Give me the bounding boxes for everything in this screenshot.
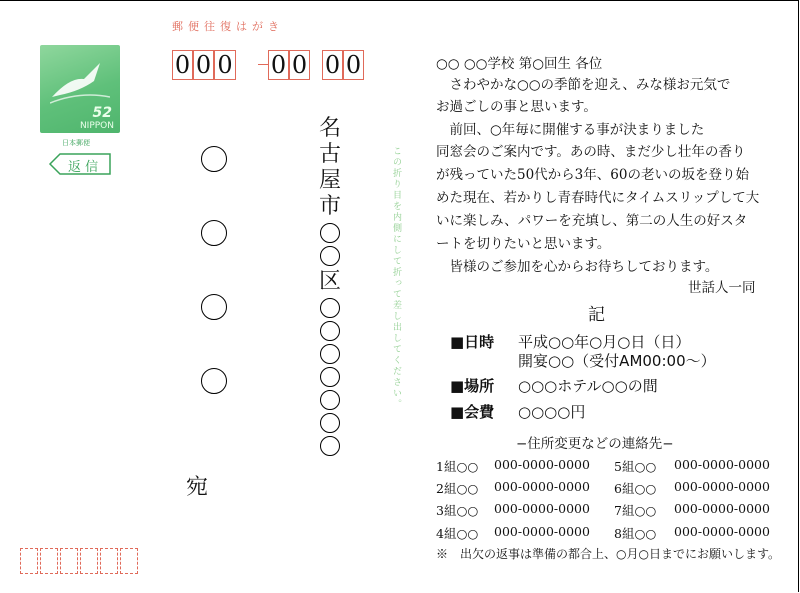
placeholder-circle bbox=[201, 294, 227, 320]
letter-line: が残っていた50代から3年、60の老いの坂を登り始 bbox=[436, 167, 749, 183]
reply-badge bbox=[48, 152, 112, 176]
contact-label: 3組○○ bbox=[436, 503, 479, 518]
contact-phone: 000-0000-0000 bbox=[494, 501, 590, 516]
stamp-country: NIPPON bbox=[79, 121, 114, 131]
crane-icon bbox=[50, 57, 110, 107]
letter-line: 皆様のご参加を心からお待ちしております。 bbox=[436, 259, 719, 275]
postal-digit: 0 bbox=[268, 50, 289, 80]
contact-label: 1組○○ bbox=[436, 459, 479, 474]
placeholder-circle bbox=[201, 368, 227, 394]
letter-line: 同窓会のご案内です。あの時、まだ少し壮年の香り bbox=[436, 144, 746, 160]
postal-digit: 0 bbox=[172, 50, 193, 80]
letter-line: さわやかな○○の季節を迎え、みな様お元気で bbox=[436, 77, 731, 93]
letter-line: お過ごしの事と思います。 bbox=[436, 99, 597, 115]
fold-instruction: この折り目を内側にして折って差し出してください。 bbox=[391, 146, 401, 410]
postal-digit: 0 bbox=[322, 50, 343, 80]
letter-line: ートを切りたいと思います。 bbox=[436, 236, 611, 252]
code-box bbox=[120, 548, 138, 574]
contact-phone: 000-0000-0000 bbox=[494, 457, 590, 472]
letter-line: 前回、○年毎に開催する事が決まりました bbox=[436, 122, 705, 138]
contact-phone: 000-0000-0000 bbox=[674, 524, 770, 539]
contact-phone: 000-0000-0000 bbox=[674, 479, 770, 494]
code-box bbox=[100, 548, 118, 574]
postal-digit: 0 bbox=[343, 50, 364, 80]
code-box bbox=[80, 548, 98, 574]
postage-stamp bbox=[40, 45, 120, 133]
address-char: 屋 bbox=[318, 168, 341, 193]
contact-label: 5組○○ bbox=[614, 459, 657, 474]
event-fee-label: ■会費 bbox=[450, 403, 495, 421]
contacts-title: −住所変更などの連絡先− bbox=[516, 436, 674, 452]
address-circle bbox=[320, 367, 340, 387]
address-circle bbox=[320, 246, 340, 266]
address-circle bbox=[320, 344, 340, 364]
letter-line: めた現在、若かりし青春時代にタイムスリップして大 bbox=[436, 190, 760, 206]
event-date-value: 平成○○年○月○日（日） bbox=[518, 333, 691, 351]
contact-label: 8組○○ bbox=[614, 526, 657, 541]
contact-phone: 000-0000-0000 bbox=[674, 457, 770, 472]
letter-line: いに楽しみ、パワーを充填し、第二の人生の好スタ bbox=[436, 213, 748, 229]
address-circle bbox=[320, 436, 340, 456]
code-box bbox=[20, 548, 38, 574]
code-box bbox=[60, 548, 78, 574]
stamp-value: 52 bbox=[92, 105, 112, 121]
address-circle bbox=[320, 298, 340, 318]
address-ward: 区 bbox=[318, 269, 341, 294]
contact-phone: 000-0000-0000 bbox=[494, 479, 590, 494]
placeholder-circle bbox=[201, 220, 227, 246]
address-char: 名 bbox=[318, 116, 341, 141]
stamp-issuer: 日本郵便 bbox=[62, 139, 90, 147]
recipient-suffix: 宛 bbox=[186, 475, 209, 500]
address-char: 古 bbox=[318, 142, 341, 167]
contact-phone: 000-0000-0000 bbox=[674, 501, 770, 516]
contact-label: 7組○○ bbox=[614, 503, 657, 518]
ki-heading: 記 bbox=[588, 305, 605, 325]
contact-label: 2組○○ bbox=[436, 481, 479, 496]
address-circle bbox=[320, 390, 340, 410]
contact-label: 4組○○ bbox=[436, 526, 479, 541]
event-fee-value: ○○○○円 bbox=[518, 403, 586, 421]
event-place-value: ○○○ホテル○○の間 bbox=[518, 377, 658, 395]
letter-signature: 世話人一同 bbox=[688, 280, 756, 296]
address-circle bbox=[320, 223, 340, 243]
postal-digit: 0 bbox=[289, 50, 310, 80]
address-circle bbox=[320, 413, 340, 433]
code-box bbox=[40, 548, 58, 574]
event-time-value: 開宴○○（受付AM00:00〜） bbox=[518, 352, 716, 370]
placeholder-circle bbox=[201, 146, 227, 172]
contact-phone: 000-0000-0000 bbox=[494, 524, 590, 539]
contact-label: 6組○○ bbox=[614, 481, 657, 496]
address-char: 市 bbox=[318, 194, 341, 219]
postal-digit: 0 bbox=[214, 50, 236, 80]
vertical-address bbox=[318, 116, 342, 459]
reply-label: 返 信 bbox=[68, 160, 99, 175]
postal-digit: 0 bbox=[193, 50, 214, 80]
event-date-label: ■日時 bbox=[450, 333, 495, 351]
event-place-label: ■場所 bbox=[450, 377, 495, 395]
postal-separator bbox=[258, 64, 268, 65]
letter-line: ○○ ○○学校 第○回生 各位 bbox=[436, 56, 603, 72]
address-circle bbox=[320, 321, 340, 341]
postcard-kana-header: 郵便往復はがき bbox=[172, 20, 284, 33]
footnote: ※ 出欠の返事は準備の都合上、○月○日までにお願いします。 bbox=[436, 547, 780, 561]
